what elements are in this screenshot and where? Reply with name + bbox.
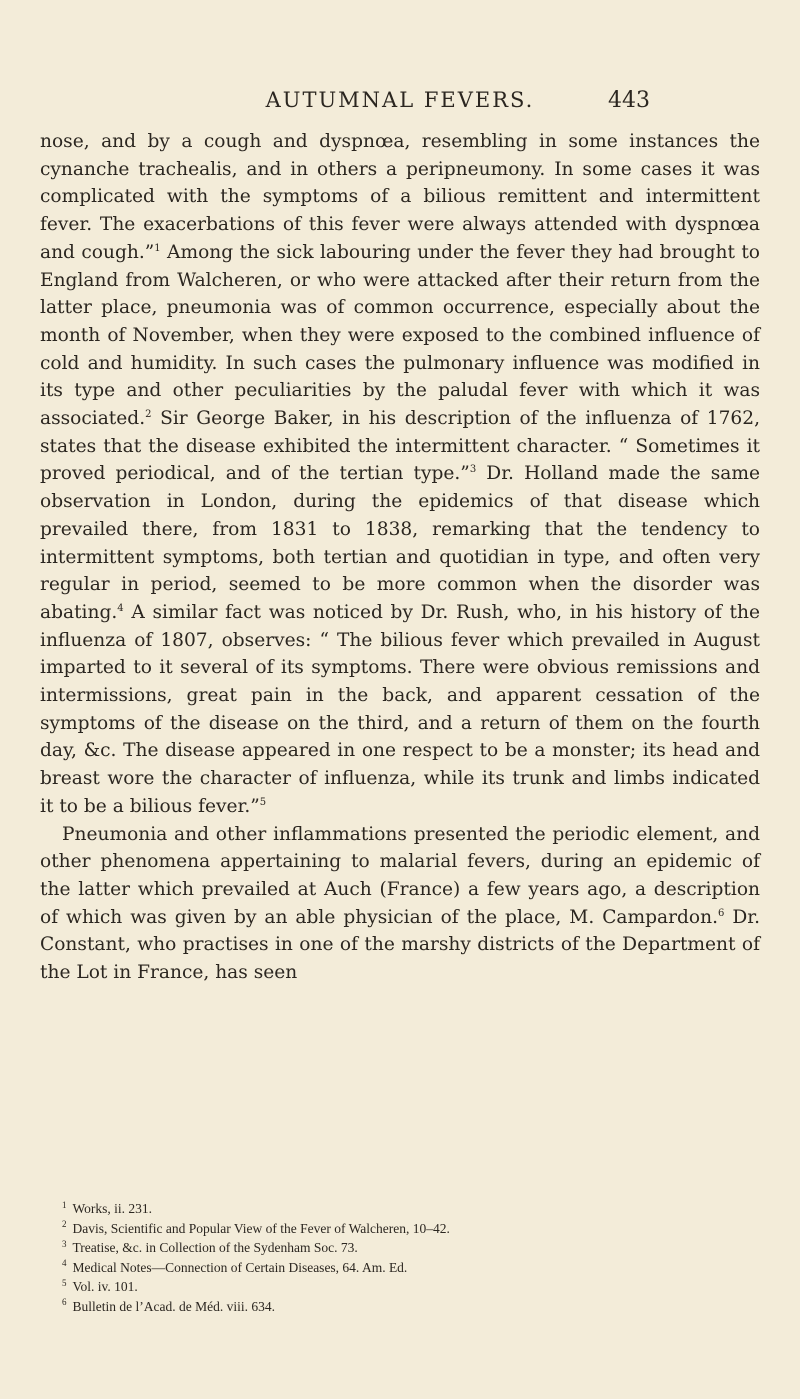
paragraph-2 [40,821,760,987]
text-run: nose, and by a cough and dyspnœa, resembling in some instances the cynanche trachealis, and in others a peripneumony. In some cases it was complicated with the symptoms of a bilious remittent and intermittent fever. The exacerbations of this fever were always attended with dyspnœa and cough.” [40,131,760,263]
footnote [62,1258,762,1278]
text-run: Pneumonia and other inflammations presented the periodic element, and other phenomena appertaining to malarial fevers, during an epidemic of the latter which prevailed at Auch (France) a few years ago, a description of which was given by an able physician of the place, M. Campardon. [40,823,760,928]
footnote-text: Medical Notes—Connection of Certain Diseases, 64. Am. Ed. [72,1259,408,1275]
footnotes [62,1199,762,1316]
footnote-mark: 1 [62,1199,67,1210]
footnote [62,1219,762,1239]
body-text [40,128,760,987]
footnote [62,1297,762,1317]
footnote [62,1277,762,1297]
footnote-mark: 3 [62,1238,67,1249]
footnote-text: Davis, Scientific and Popular View of the Fever of Walcheren, 10–42. [72,1220,450,1236]
footnote-ref: 4 [117,602,124,614]
page-header [0,88,800,118]
paragraph-1 [40,128,760,821]
footnote [62,1199,762,1219]
footnote-text: Bulletin de l’Acad. de Méd. viii. 634. [72,1298,275,1314]
footnote-mark: 4 [62,1258,67,1268]
footnote-text: Vol. iv. 101. [72,1279,138,1294]
footnote-text: Treatise, &c. in Collection of the Sydenham Soc. 73. [72,1240,358,1255]
footnote-ref: 3 [469,464,477,476]
footnote-mark: 6 [62,1297,67,1307]
footnote-mark: 2 [62,1219,67,1229]
footnote-ref: 5 [259,796,267,808]
text-run: Sir George Baker, in his description of the influenza of 1762, states that the disease exhibited the intermittent character. “ Sometimes it proved periodical, and of the tertian type.” [40,408,760,485]
footnote [62,1238,762,1258]
footnote-text: Works, ii. 231. [72,1201,153,1216]
running-head: AUTUMNAL FEVERS. [265,88,535,112]
text-run: A similar fact was noticed by Dr. Rush, who, in his history of the influenza of 1807, observes: “ The bilious fever which prevailed in August imparted to it several of its symptoms. There were obvious remissions and intermissions, great pain in the back, and apparent cessation of the symptoms of the disease on the third, and a return of them on the fourth day, &c. The disease appeared in one respect to be a monster; its head and breast wore the character of influenza, while its trunk and limbs indicated it to be a bilious fever.” [40,601,760,817]
footnote-ref: 2 [145,408,152,420]
footnote-ref: 1 [154,242,161,254]
footnote-ref: 6 [718,907,725,919]
text-run: Dr. Constant, who practises in one of the marshy districts of the Department of the Lot in France, has seen [40,906,761,984]
text-run: Among the sick labouring under the fever they had brought to England from Walcheren, or who were attacked after their return from the latter place, pneumonia was of common occurrence, especially about the month of November, when they were exposed to the combined influence of cold and humidity. In such cases the pulmonary influence was modified in its type and other peculiarities by the paludal fever with which it was associated. [40,241,760,430]
text-run: Dr. Holland made the same observation in London, during the epidemics of that disease which prevailed there, from 1831 to 1838, remarking that the tendency to intermittent symptoms, both tertian and quotidian in type, and often very regular in period, seemed to be more common when the disorder was abating. [40,463,760,623]
page-number: 443 [608,88,650,113]
footnote-mark: 5 [62,1277,67,1288]
